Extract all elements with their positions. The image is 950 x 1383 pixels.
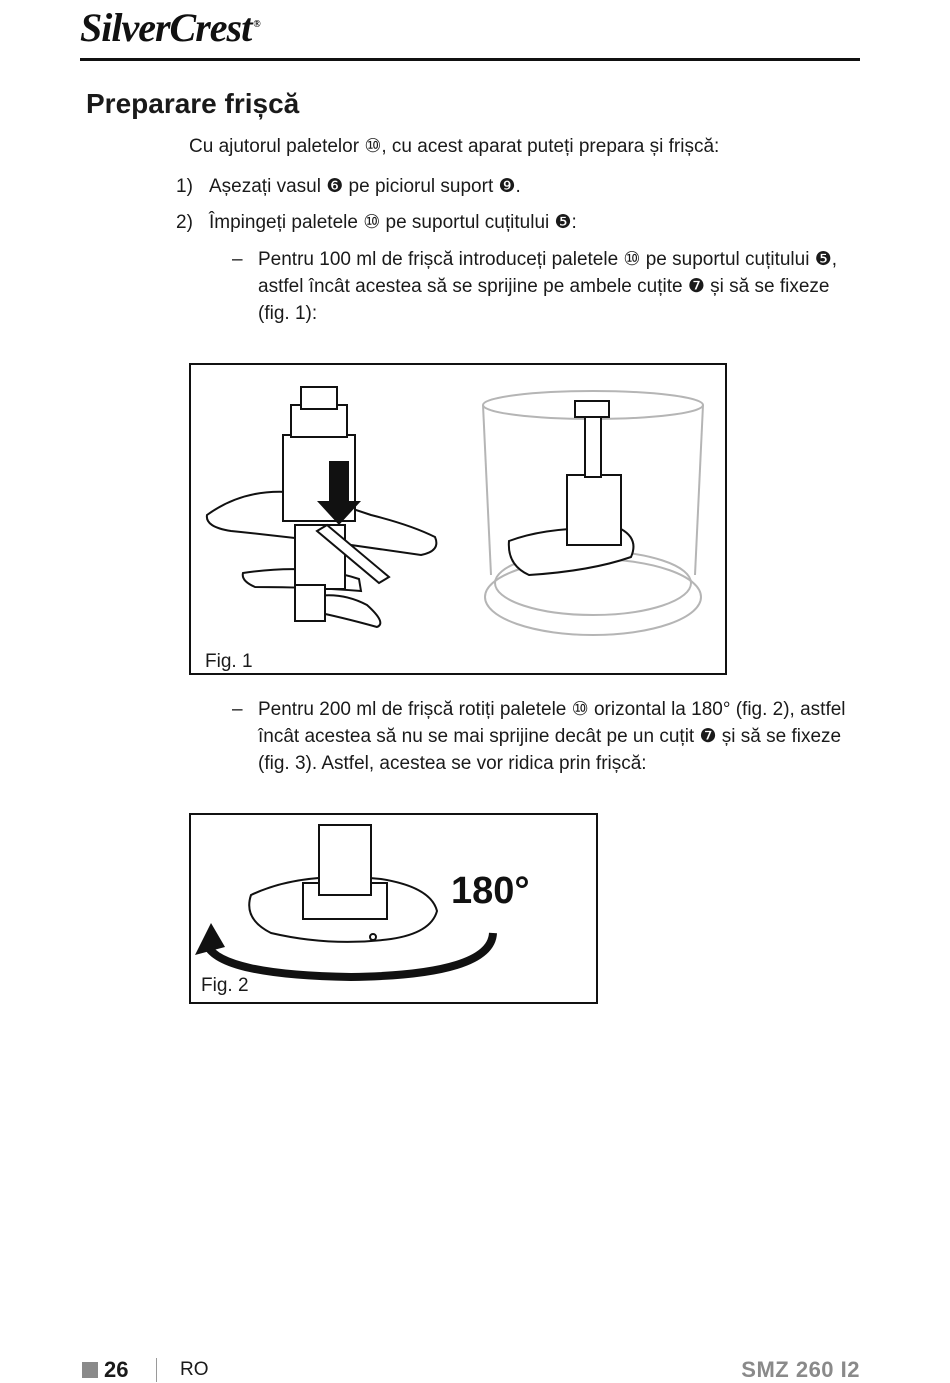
page-number: 26 (104, 1357, 129, 1382)
figure-2 (189, 813, 598, 1004)
footer-divider (156, 1358, 157, 1382)
step-1-number: 1) (176, 176, 193, 197)
step-2-number: 2) (176, 212, 193, 233)
header-rule (80, 58, 860, 61)
bullet-2-line-1: Pentru 200 ml de frișcă rotiți paletele ⑩ orizontal la 180° (fig. 2), astfel (258, 699, 846, 720)
brand-name: SilverCrest (80, 5, 252, 50)
bullet-1-line-1: Pentru 100 ml de frișcă introduceți paletele ⑩ pe suportul cuțitului ❺, (258, 249, 838, 270)
whisk-attachment-illustration (191, 365, 725, 673)
bullet-1-line-2: astfel încât acestea să se sprijine pe ambele cuțite ❼ și să se fixeze (258, 276, 830, 297)
figure-1 (189, 363, 727, 675)
bullet-2-dash: – (232, 699, 243, 720)
bullet-1-dash: – (232, 249, 243, 270)
brand-logo (80, 4, 260, 51)
figure-2-label: Fig. 2 (201, 975, 249, 996)
language-code: RO (180, 1359, 209, 1380)
bullet-2-line-3: (fig. 3). Astfel, acestea se vor ridica prin frișcă: (258, 753, 647, 774)
step-2-text: Împingeți paletele ⑩ pe suportul cuțitului ❺: (209, 212, 577, 233)
model-number: SMZ 260 I2 (741, 1357, 860, 1382)
bullet-2-line-2: încât acestea să nu se mai sprijine decât pe un cuțit ❼ și să se fixeze (258, 726, 842, 747)
figure-1-label: Fig. 1 (205, 651, 253, 672)
bullet-1-line-3: (fig. 1): (258, 303, 318, 324)
footer-marker (82, 1362, 98, 1378)
rotation-angle-label: 180° (451, 870, 530, 912)
step-1-text: Așezați vasul ❻ pe piciorul suport ❾. (209, 176, 521, 197)
intro-text: Cu ajutorul paletelor ⑩, cu acest aparat puteți prepara și frișcă: (189, 136, 720, 157)
rotate-paddle-illustration (191, 815, 596, 1002)
section-title: Preparare frișcă (86, 88, 300, 119)
registered-mark: ® (253, 18, 260, 30)
